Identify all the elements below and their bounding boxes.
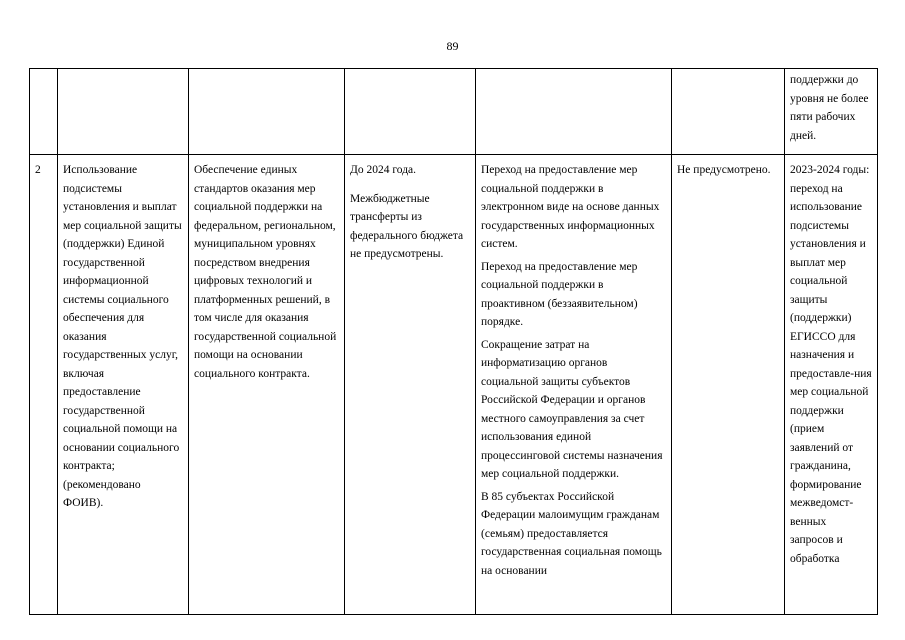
cell-result (785, 155, 878, 615)
effect-paragraph: Переход на предоставление мер социальной поддержки в проактивном (беззаявительном) порядке. (481, 260, 638, 328)
cell-regulation: Не предусмотрено. (672, 155, 785, 615)
cell-measure (58, 155, 189, 615)
effect-paragraph: В 85 субъектах Российской Федерации малоимущим гражданам (семьям) предоставляется государственная социальная помощь на основании (481, 490, 662, 577)
cell-regulation-empty (672, 69, 785, 155)
table-row-continued (30, 69, 878, 155)
cell-result-tail: поддержки до уровня не более пяти рабочих дней. (785, 69, 878, 155)
cell-effects-empty (476, 69, 672, 155)
page-number: 89 (446, 39, 459, 53)
measure-text: Использование подсистемы установления и выплат мер социальной защиты (поддержки) Единой государственной информационной системы социального обеспечения для оказания государственных услуг, включая предоставление государственной социальной помощи на основании социального контракта; (63, 164, 182, 472)
cell-row-number: 2 (30, 155, 58, 615)
cell-goal-empty (189, 69, 345, 155)
financing-text: Межбюджетные трансферты из федерального бюджета не предусмотрены. (350, 192, 464, 260)
cell-deadline-empty (345, 69, 476, 155)
cell-goal: Обеспечение единых стандартов оказания мер социальной поддержки на федеральном, региональном, муниципальном уровнях посредством внедрения цифровых технологий и платформенных решений, в том числе для оказания государственной социальной помощи на основании социального контракта. (189, 155, 345, 615)
deadline-text: До 2024 года. (350, 164, 417, 176)
cell-deadline (345, 155, 476, 615)
result-period: 2023-2024 годы: (790, 164, 870, 176)
cell-number-empty (30, 69, 58, 155)
measures-table (29, 68, 878, 615)
cell-measure-empty (58, 69, 189, 155)
effect-paragraph: Переход на предоставление мер социальной поддержки в электронном виде на основе данных государственных информационных систем. (481, 164, 660, 250)
effect-paragraph: Сокращение затрат на информатизацию органов социальной защиты субъектов Российской Федерации и органов местного самоуправления за счет использования единой процессинговой системы назначения мер социальной поддержки. (481, 338, 663, 480)
measure-note: (рекомендовано ФОИВ). (63, 478, 141, 509)
cell-effects (476, 155, 672, 615)
result-text: переход на использование подсистемы установления и выплат мер социальной защиты (поддержки) ЕГИССО для назначения и предоставле-ния мер социальной поддержки (прием заявлений от гражданина, формирование межведомст-венных запросов и обработка (790, 182, 872, 565)
table-row (30, 155, 878, 615)
